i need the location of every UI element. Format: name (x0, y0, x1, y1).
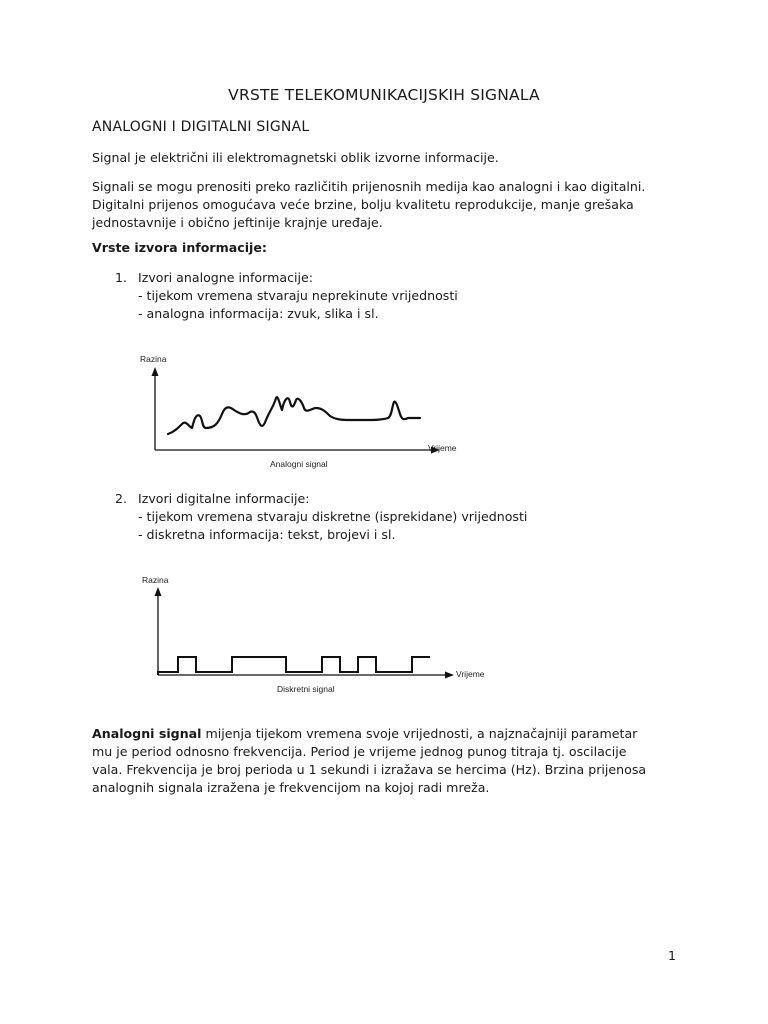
analog-signal-diagram (130, 348, 490, 474)
paragraph-line: jednostavnije i obično jeftinije krajnje uređaje. (92, 215, 383, 230)
paragraph-line: mu je period odnosno frekvencija. Period je vrijeme jednog punog titraja tj. oscilacije (92, 744, 627, 759)
paragraph-line: Digitalni prijenos omogućava veće brzine, bolju kvalitetu reprodukcije, manje grešaka (92, 197, 634, 212)
paragraph-text: mijenja tijekom vremena svoje vrijednosti, a najznačajniji parametar (201, 726, 638, 741)
bold-term: Analogni signal (92, 726, 202, 741)
list-number: 1. (115, 270, 128, 285)
list-label: Izvori analogne informacije: (138, 270, 313, 285)
list-subitem: - tijekom vremena stvaraju diskretne (isprekidane) vrijednosti (138, 509, 528, 524)
document-title: VRSTE TELEKOMUNIKACIJSKIH SIGNALA (228, 86, 540, 104)
y-axis-label: Razina (140, 354, 167, 364)
page-number: 1 (668, 948, 677, 963)
paragraph-transmission (92, 178, 692, 232)
paragraph-analog-signal (92, 725, 712, 797)
digital-signal-diagram (134, 572, 494, 698)
y-axis-arrow-icon (155, 587, 162, 596)
paragraph-definition: Signal je električni ili elektromagnetski oblik izvorne informacije. (92, 150, 499, 165)
x-axis-label: Vrijeme (428, 443, 457, 453)
list-subitem: - tijekom vremena stvaraju neprekinute vrijednosti (138, 288, 458, 303)
paragraph-line (92, 725, 712, 743)
y-axis-arrow-icon (152, 367, 159, 376)
y-axis-label: Razina (142, 575, 169, 585)
x-axis-label: Vrijeme (456, 669, 485, 679)
paragraph-line: Signali se mogu prenositi preko različitih prijenosnih medija kao analogni i kao digitalni. (92, 179, 646, 194)
list-number: 2. (115, 491, 128, 506)
analog-waveform (168, 397, 420, 434)
paragraph-line: analognih signala izražena je frekvencijom na kojoj radi mreža. (92, 780, 490, 795)
list-label: Izvori digitalne informacije: (138, 491, 310, 506)
diagram-caption: Analogni signal (270, 459, 328, 469)
digital-waveform (158, 657, 430, 675)
list-subitem: - diskretna informacija: tekst, brojevi i sl. (138, 527, 396, 542)
list-subitem: - analogna informacija: zvuk, slika i sl. (138, 306, 379, 321)
sources-heading: Vrste izvora informacije: (92, 240, 267, 255)
paragraph-line: vala. Frekvencija je broj perioda u 1 sekundi i izražava se hercima (Hz). Brzina prijenosa (92, 762, 647, 777)
section-heading: ANALOGNI I DIGITALNI SIGNAL (92, 119, 310, 135)
x-axis-arrow-icon (445, 672, 454, 679)
diagram-caption: Diskretni signal (277, 684, 335, 694)
